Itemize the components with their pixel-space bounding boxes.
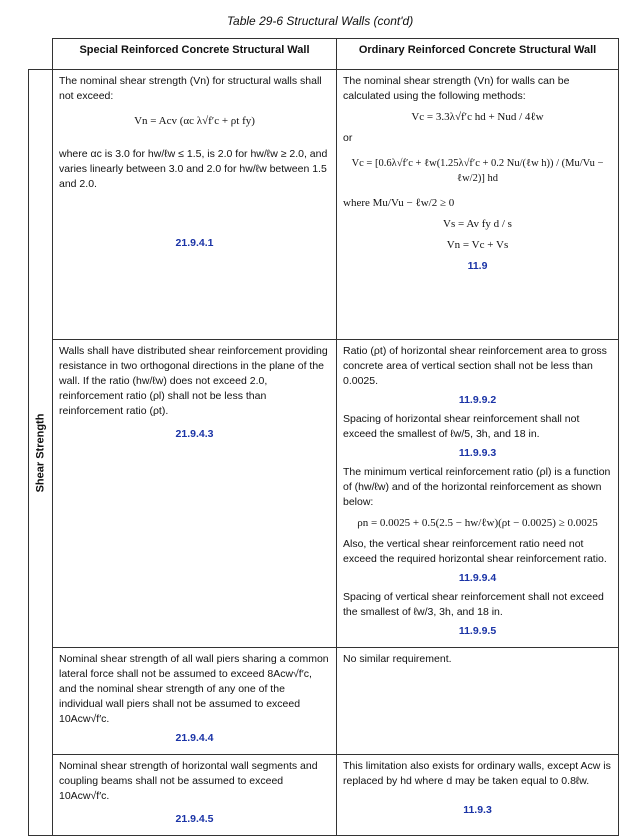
ordinary-ref-2c: 11.9.9.4 (458, 572, 497, 584)
special-text-4: Nominal shear strength of horizontal wall segments and coupling beams shall not be assumed to exceed 10Acw√f′c. (59, 760, 318, 802)
ordinary-para-2c: The minimum vertical reinforcement ratio (ρl) is a function of (hw/ℓw) and of the horizontal reinforcement as shown below: (343, 466, 611, 508)
ordinary-equation-vc-1: Vc = 3.3λ√f′c hd + Nud / 4ℓw (411, 111, 544, 123)
special-text-2: Walls shall have distributed shear reinforcement providing resistance in two orthogonal directions in the plane of the wall. If the ratio (hw/ℓw) does not exceed 2.0, reinforcement ratio (ρl) shall not be less than reinforcement ratio (ρt). (59, 345, 328, 417)
side-label-cell (29, 70, 53, 836)
side-label: Shear Strength (34, 413, 46, 492)
ordinary-cell-4 (337, 755, 619, 836)
ordinary-para-2e: Spacing of vertical shear reinforcement shall not exceed the smallest of ℓw/3, 3h, and 18 in. (343, 591, 604, 618)
ordinary-where: where Mu/Vu − ℓw/2 ≥ 0 (343, 197, 455, 209)
special-note-1: where αc is 3.0 for hw/ℓw ≤ 1.5, is 2.0 for hw/ℓw ≥ 2.0, and varies linearly between 3.0 and 2.0 for hw/ℓw between 1.5 and 2.0. (59, 148, 328, 190)
special-intro-1: The nominal shear strength (Vn) for structural walls shall not exceed: (59, 75, 322, 102)
special-equation-1: Vn = Acv (αc λ√f′c + ρt fy) (134, 115, 255, 127)
special-ref-1: 21.9.4.1 (175, 237, 214, 249)
ordinary-para-2b: Spacing of horizontal shear reinforcement shall not exceed the smallest of ℓw/5, 3h, and 18 in. (343, 413, 580, 440)
ordinary-equation-vs: Vs = Av fy d / s (443, 218, 512, 230)
ordinary-intro-1: The nominal shear strength (Vn) for walls can be calculated using the following methods: (343, 75, 570, 102)
table-title: Table 29-6 Structural Walls (cont'd) (226, 14, 414, 28)
ordinary-equation-rho: ρn = 0.0025 + 0.5(2.5 − hw/ℓw)(ρt − 0.0025) ≥ 0.0025 (357, 517, 598, 529)
table-row (29, 340, 619, 648)
ordinary-or: or (343, 132, 353, 144)
ordinary-ref-1: 11.9 (467, 260, 488, 272)
ordinary-text-4: This limitation also exists for ordinary walls, except Acw is replaced by hd where d may be taken equal to 0.8ℓw. (343, 760, 611, 787)
structural-walls-table (28, 38, 619, 836)
special-cell-1 (53, 70, 337, 340)
ordinary-para-2d: Also, the vertical shear reinforcement ratio need not exceed the required horizontal shear reinforcement ratio. (343, 538, 607, 565)
ordinary-ref-2d: 11.9.9.5 (458, 625, 497, 637)
special-ref-3: 21.9.4.4 (175, 732, 214, 744)
ordinary-equation-vc-2: Vc = [0.6λ√f′c + ℓw(1.25λ√f′c + 0.2 Nu/(ℓw h)) / (Mu/Vu − ℓw/2)] hd (351, 158, 604, 184)
table-row (29, 70, 619, 340)
ordinary-cell-3 (337, 648, 619, 755)
special-cell-3 (53, 648, 337, 755)
special-text-3: Nominal shear strength of all wall piers sharing a common lateral force shall not be assumed to exceed 8Acw√f′c, and the nominal shear strength of any one of the individual wall piers shall not be assumed to exceed 10Acw√f′c. (59, 653, 329, 725)
table-row (29, 755, 619, 836)
corner-cell (29, 39, 53, 70)
ordinary-ref-2a: 11.9.9.2 (458, 394, 497, 406)
ordinary-cell-1 (337, 70, 619, 340)
ordinary-cell-2 (337, 340, 619, 648)
special-cell-2 (53, 340, 337, 648)
table-row (29, 648, 619, 755)
ordinary-ref-4: 11.9.3 (463, 804, 492, 816)
header-special: Special Reinforced Concrete Structural Wall (53, 39, 337, 70)
special-ref-2: 21.9.4.3 (175, 428, 214, 440)
header-row (29, 39, 619, 70)
ordinary-text-3: No similar requirement. (343, 653, 452, 665)
ordinary-ref-2b: 11.9.9.3 (458, 447, 497, 459)
header-ordinary: Ordinary Reinforced Concrete Structural Wall (337, 39, 619, 70)
ordinary-para-2a: Ratio (ρt) of horizontal shear reinforcement area to gross concrete area of vertical section shall not be less than 0.0025. (343, 345, 607, 387)
ordinary-equation-vn: Vn = Vc + Vs (446, 239, 509, 251)
special-ref-4: 21.9.4.5 (175, 813, 214, 825)
special-cell-4 (53, 755, 337, 836)
